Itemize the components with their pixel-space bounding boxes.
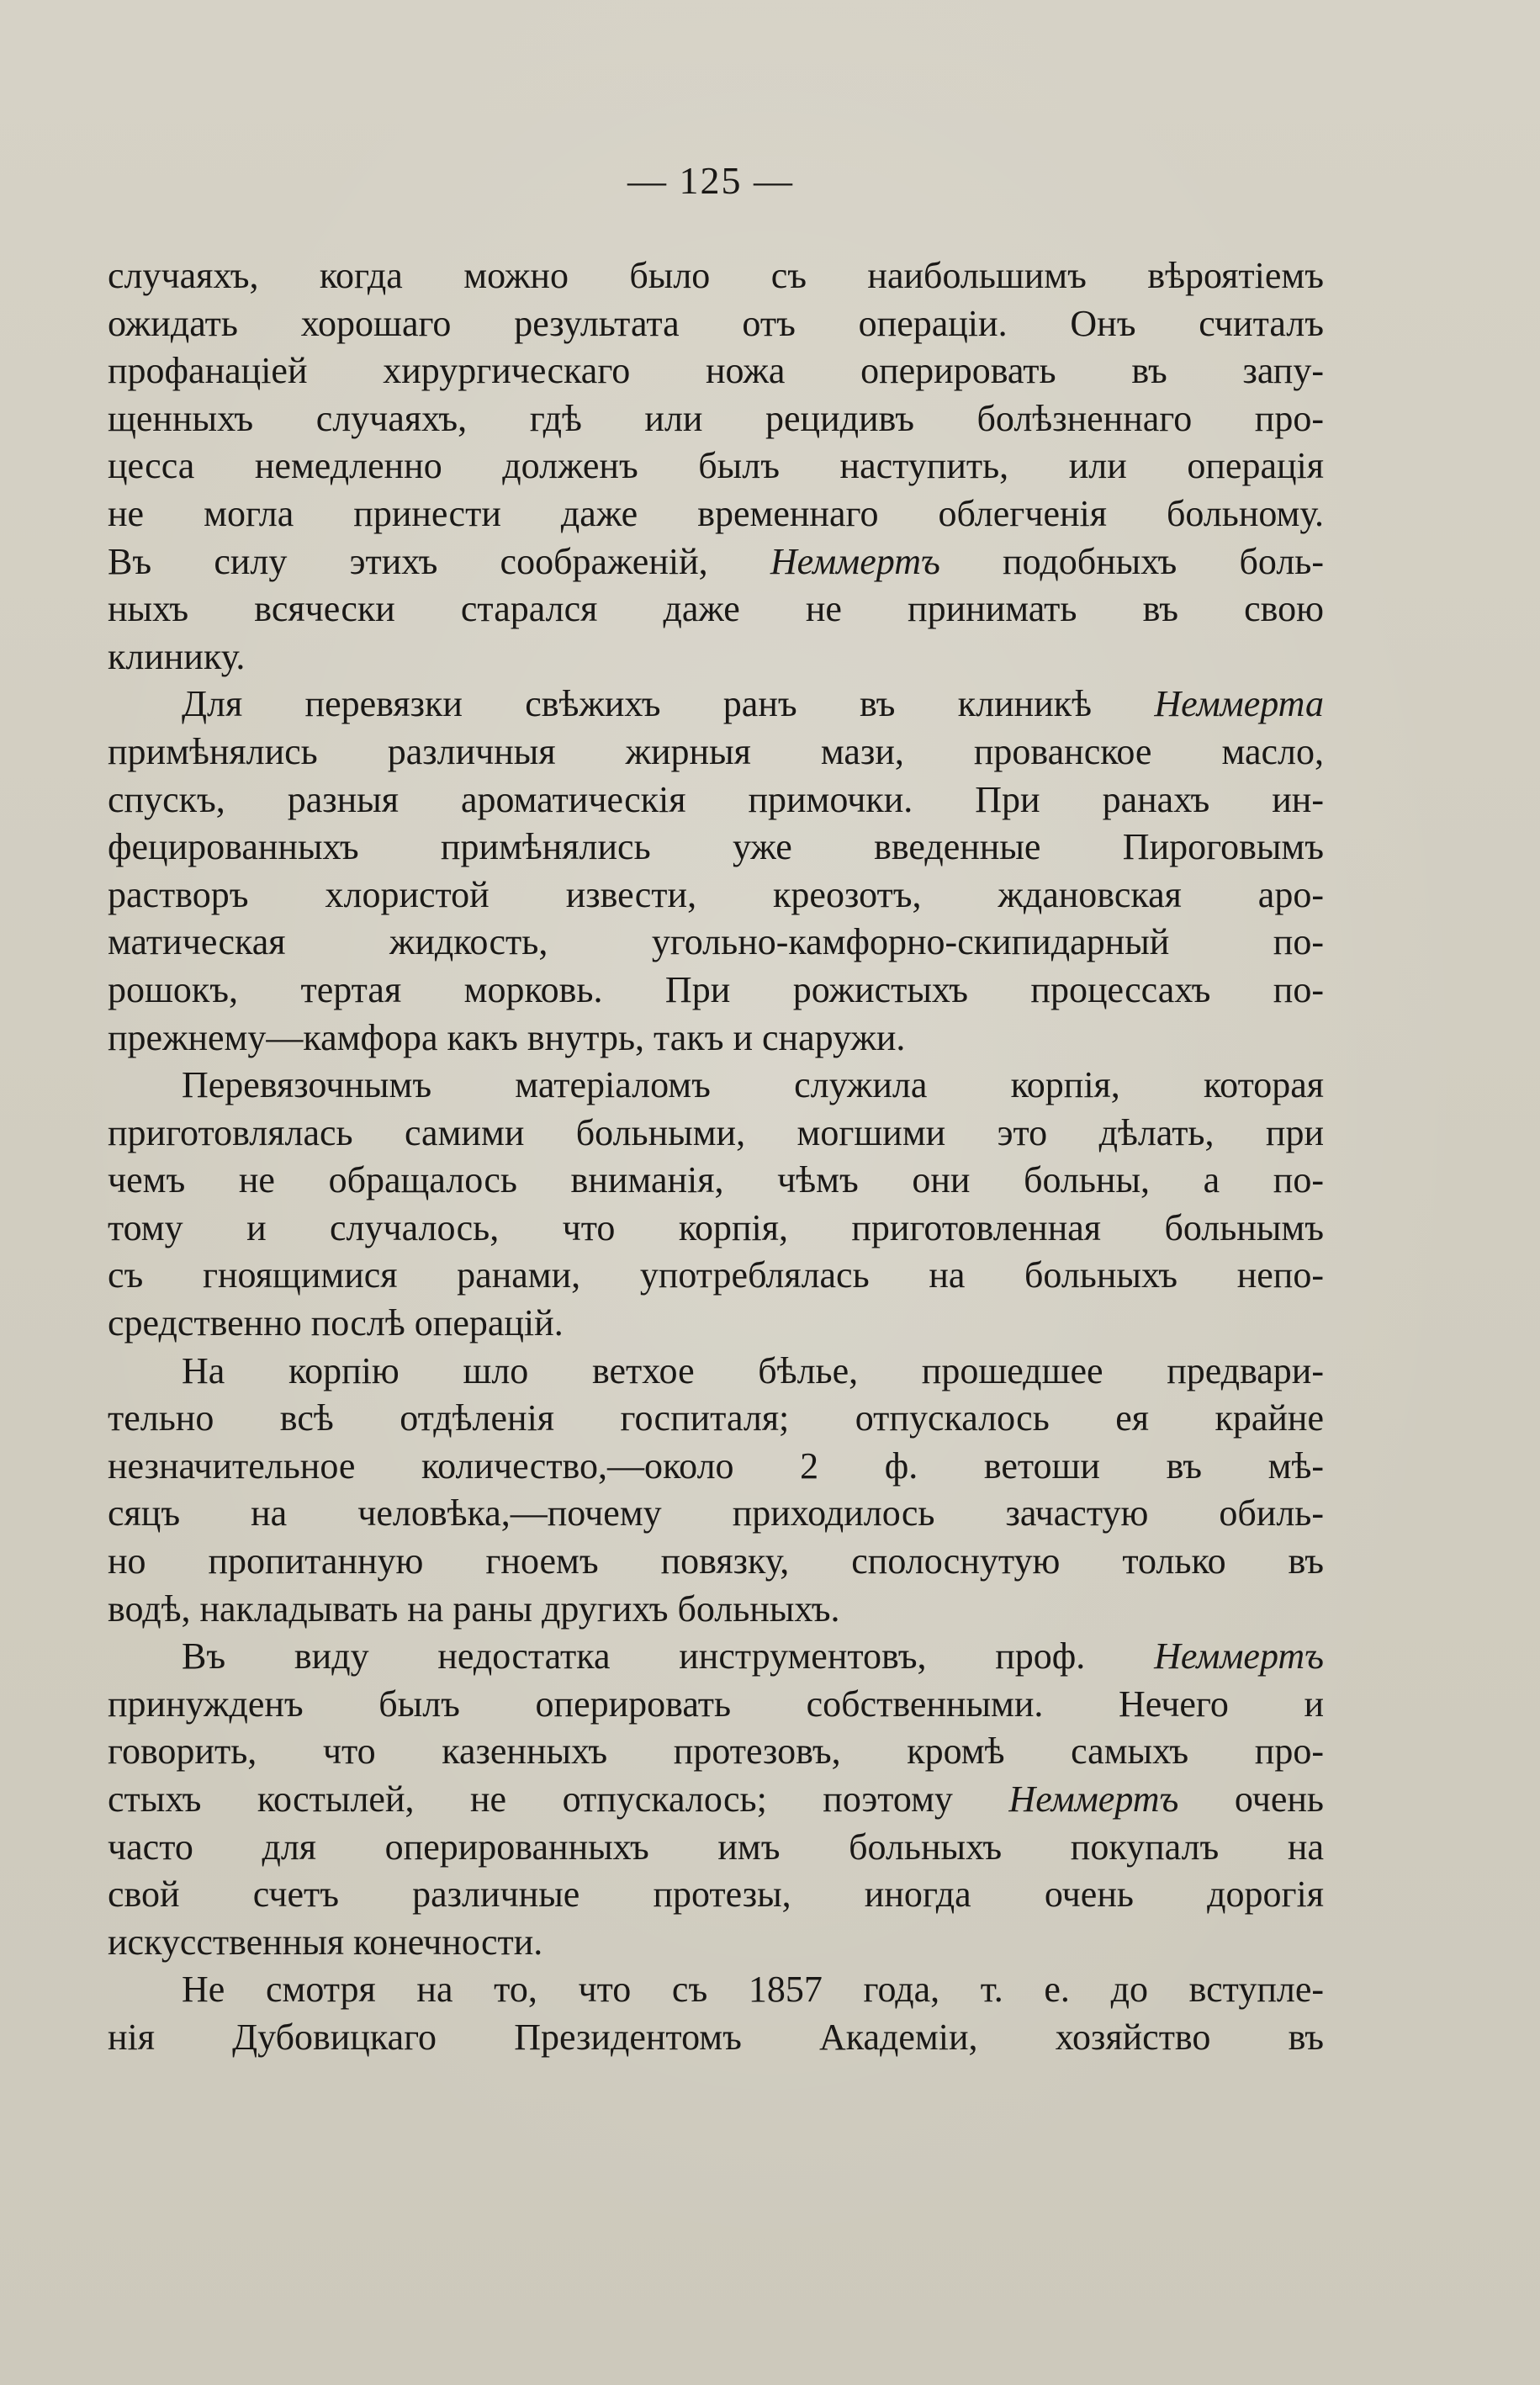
text-line (108, 681, 1324, 729)
text-segment: примѣнялись различныя жирныя мази, прованское масло, (108, 730, 1324, 772)
text-line (108, 443, 1324, 490)
text-line (108, 1871, 1324, 1919)
text-segment: цесса немедленно долженъ былъ наступить, или операція (108, 445, 1324, 487)
text-line (108, 1919, 1324, 1967)
text-line (108, 1348, 1324, 1396)
paragraph (108, 1348, 1324, 1634)
text-segment: ожидать хорошаго результата отъ операціи. Онъ считалъ (108, 302, 1324, 344)
text-segment: говорить, что казенныхъ протезовъ, кромѣ самыхъ про- (108, 1730, 1324, 1773)
text-segment: водѣ, накладывать на раны другихъ больныхъ. (108, 1587, 840, 1630)
text-line (108, 1110, 1324, 1158)
text-line (108, 538, 1324, 586)
text-line (108, 824, 1324, 872)
text-segment: Перевязочнымъ матеріаломъ служила корпія, которая (182, 1064, 1324, 1106)
text-line (108, 1966, 1324, 2014)
text-segment: искусственныя конечности. (108, 1921, 543, 1963)
text-segment: Не смотря на то, что съ 1857 года, т. е. до вступле- (182, 1969, 1324, 2011)
text-segment: Въ силу этихъ соображеній, (108, 540, 770, 582)
text-line (108, 1728, 1324, 1776)
text-line (108, 1252, 1324, 1300)
text-segment: Для перевязки свѣжихъ ранъ въ клиникѣ (182, 683, 1155, 725)
text-line (108, 2014, 1324, 2062)
text-segment: спускъ, разныя ароматическія примочки. При ранахъ ин- (108, 778, 1324, 820)
text-segment: тому и случалось, что корпія, приготовленная больнымъ (108, 1206, 1324, 1248)
text-segment: ныхъ всячески старался даже не принимать въ свою (108, 588, 1324, 630)
text-segment: клинику. (108, 635, 246, 677)
text-line (108, 1062, 1324, 1110)
text-line (108, 490, 1324, 538)
text-segment: случаяхъ, когда можно было съ наибольшимъ вѣроятіемъ (108, 255, 1324, 296)
text-line (108, 776, 1324, 824)
text-line (108, 347, 1324, 395)
text-line (108, 729, 1324, 776)
text-segment: незначительное количество,—около 2 ф. ветоши въ мѣ- (108, 1444, 1324, 1487)
text-line (108, 1586, 1324, 1634)
person-name: Неммертъ (1154, 1635, 1324, 1677)
paragraph (108, 1633, 1324, 1966)
text-line (108, 1824, 1324, 1872)
text-segment: На корпію шло ветхое бѣлье, прошедшее предвари- (182, 1349, 1324, 1391)
text-segment: стыхъ костылей, не отпускалось; поэтому (108, 1778, 1009, 1820)
text-segment: нія Дубовицкаго Президентомъ Академіи, хозяйство въ (108, 2016, 1324, 2058)
text-segment: приготовлялась самими больными, могшими это дѣлать, при (108, 1111, 1324, 1153)
text-segment: сяцъ на человѣка,—почему приходилось зачастую обиль- (108, 1492, 1324, 1534)
paragraph (108, 1062, 1324, 1348)
text-segment: съ гноящимися ранами, употреблялась на больныхъ непо- (108, 1254, 1324, 1296)
text-line (108, 395, 1324, 443)
text-segment: свой счетъ различные протезы, иногда очень дорогія (108, 1874, 1324, 1916)
person-name: Неммертъ (770, 540, 940, 582)
text-segment: профанаціей хирургическаго ножа оперировать въ запу- (108, 350, 1324, 392)
text-line (108, 586, 1324, 633)
text-line (108, 252, 1324, 300)
text-line (108, 1490, 1324, 1538)
text-segment: тельно всѣ отдѣленія госпиталя; отпускалось ея крайне (108, 1397, 1324, 1439)
text-line (108, 1538, 1324, 1586)
person-name: Неммертъ (1008, 1778, 1179, 1820)
text-line (108, 1443, 1324, 1491)
text-segment: Въ виду недостатка инструментовъ, проф. (182, 1635, 1155, 1677)
text-segment: но пропитанную гноемъ повязку, сполоснутую только въ (108, 1540, 1324, 1582)
text-segment: очень (1178, 1778, 1324, 1820)
text-segment: растворъ хлористой извести, креозотъ, ждановская аро- (108, 873, 1324, 915)
text-line (108, 919, 1324, 967)
paragraph (108, 1966, 1324, 2061)
text-segment: принужденъ былъ оперировать собственными. Нечего и (108, 1683, 1324, 1725)
text-line (108, 633, 1324, 681)
text-segment: фецированныхъ примѣнялись уже введенные Пироговымъ (108, 826, 1324, 868)
text-line (108, 1776, 1324, 1824)
body-text (108, 252, 1324, 2062)
person-name: Неммерта (1154, 683, 1324, 725)
text-line (108, 967, 1324, 1015)
text-segment: не могла принести даже временнаго облегченія больному. (108, 492, 1324, 534)
page-number: — 125 — (627, 159, 794, 202)
paragraph (108, 681, 1324, 1062)
text-segment: щенныхъ случаяхъ, гдѣ или рецидивъ болѣзненнаго про- (108, 397, 1324, 439)
text-line (108, 1681, 1324, 1729)
text-line (108, 1395, 1324, 1443)
text-segment: матическая жидкость, угольно-камфорно-скипидарный по- (108, 921, 1324, 963)
text-line (108, 1157, 1324, 1205)
text-segment: часто для оперированныхъ имъ больныхъ покупалъ на (108, 1826, 1324, 1868)
text-line (108, 1205, 1324, 1253)
text-line (108, 1633, 1324, 1681)
text-segment: чемъ не обращалось вниманія, чѣмъ они больны, а по- (108, 1159, 1324, 1201)
text-segment: рошокъ, тертая морковь. При рожистыхъ процессахъ по- (108, 968, 1324, 1010)
text-line (108, 1300, 1324, 1348)
text-line (108, 300, 1324, 348)
text-line (108, 872, 1324, 920)
text-segment: прежнему—камфора какъ внутрь, такъ и снаружи. (108, 1016, 906, 1058)
paragraph (108, 252, 1324, 681)
text-segment: подобныхъ боль- (939, 540, 1324, 582)
text-line (108, 1015, 1324, 1063)
text-segment: средственно послѣ операцій. (108, 1302, 564, 1344)
